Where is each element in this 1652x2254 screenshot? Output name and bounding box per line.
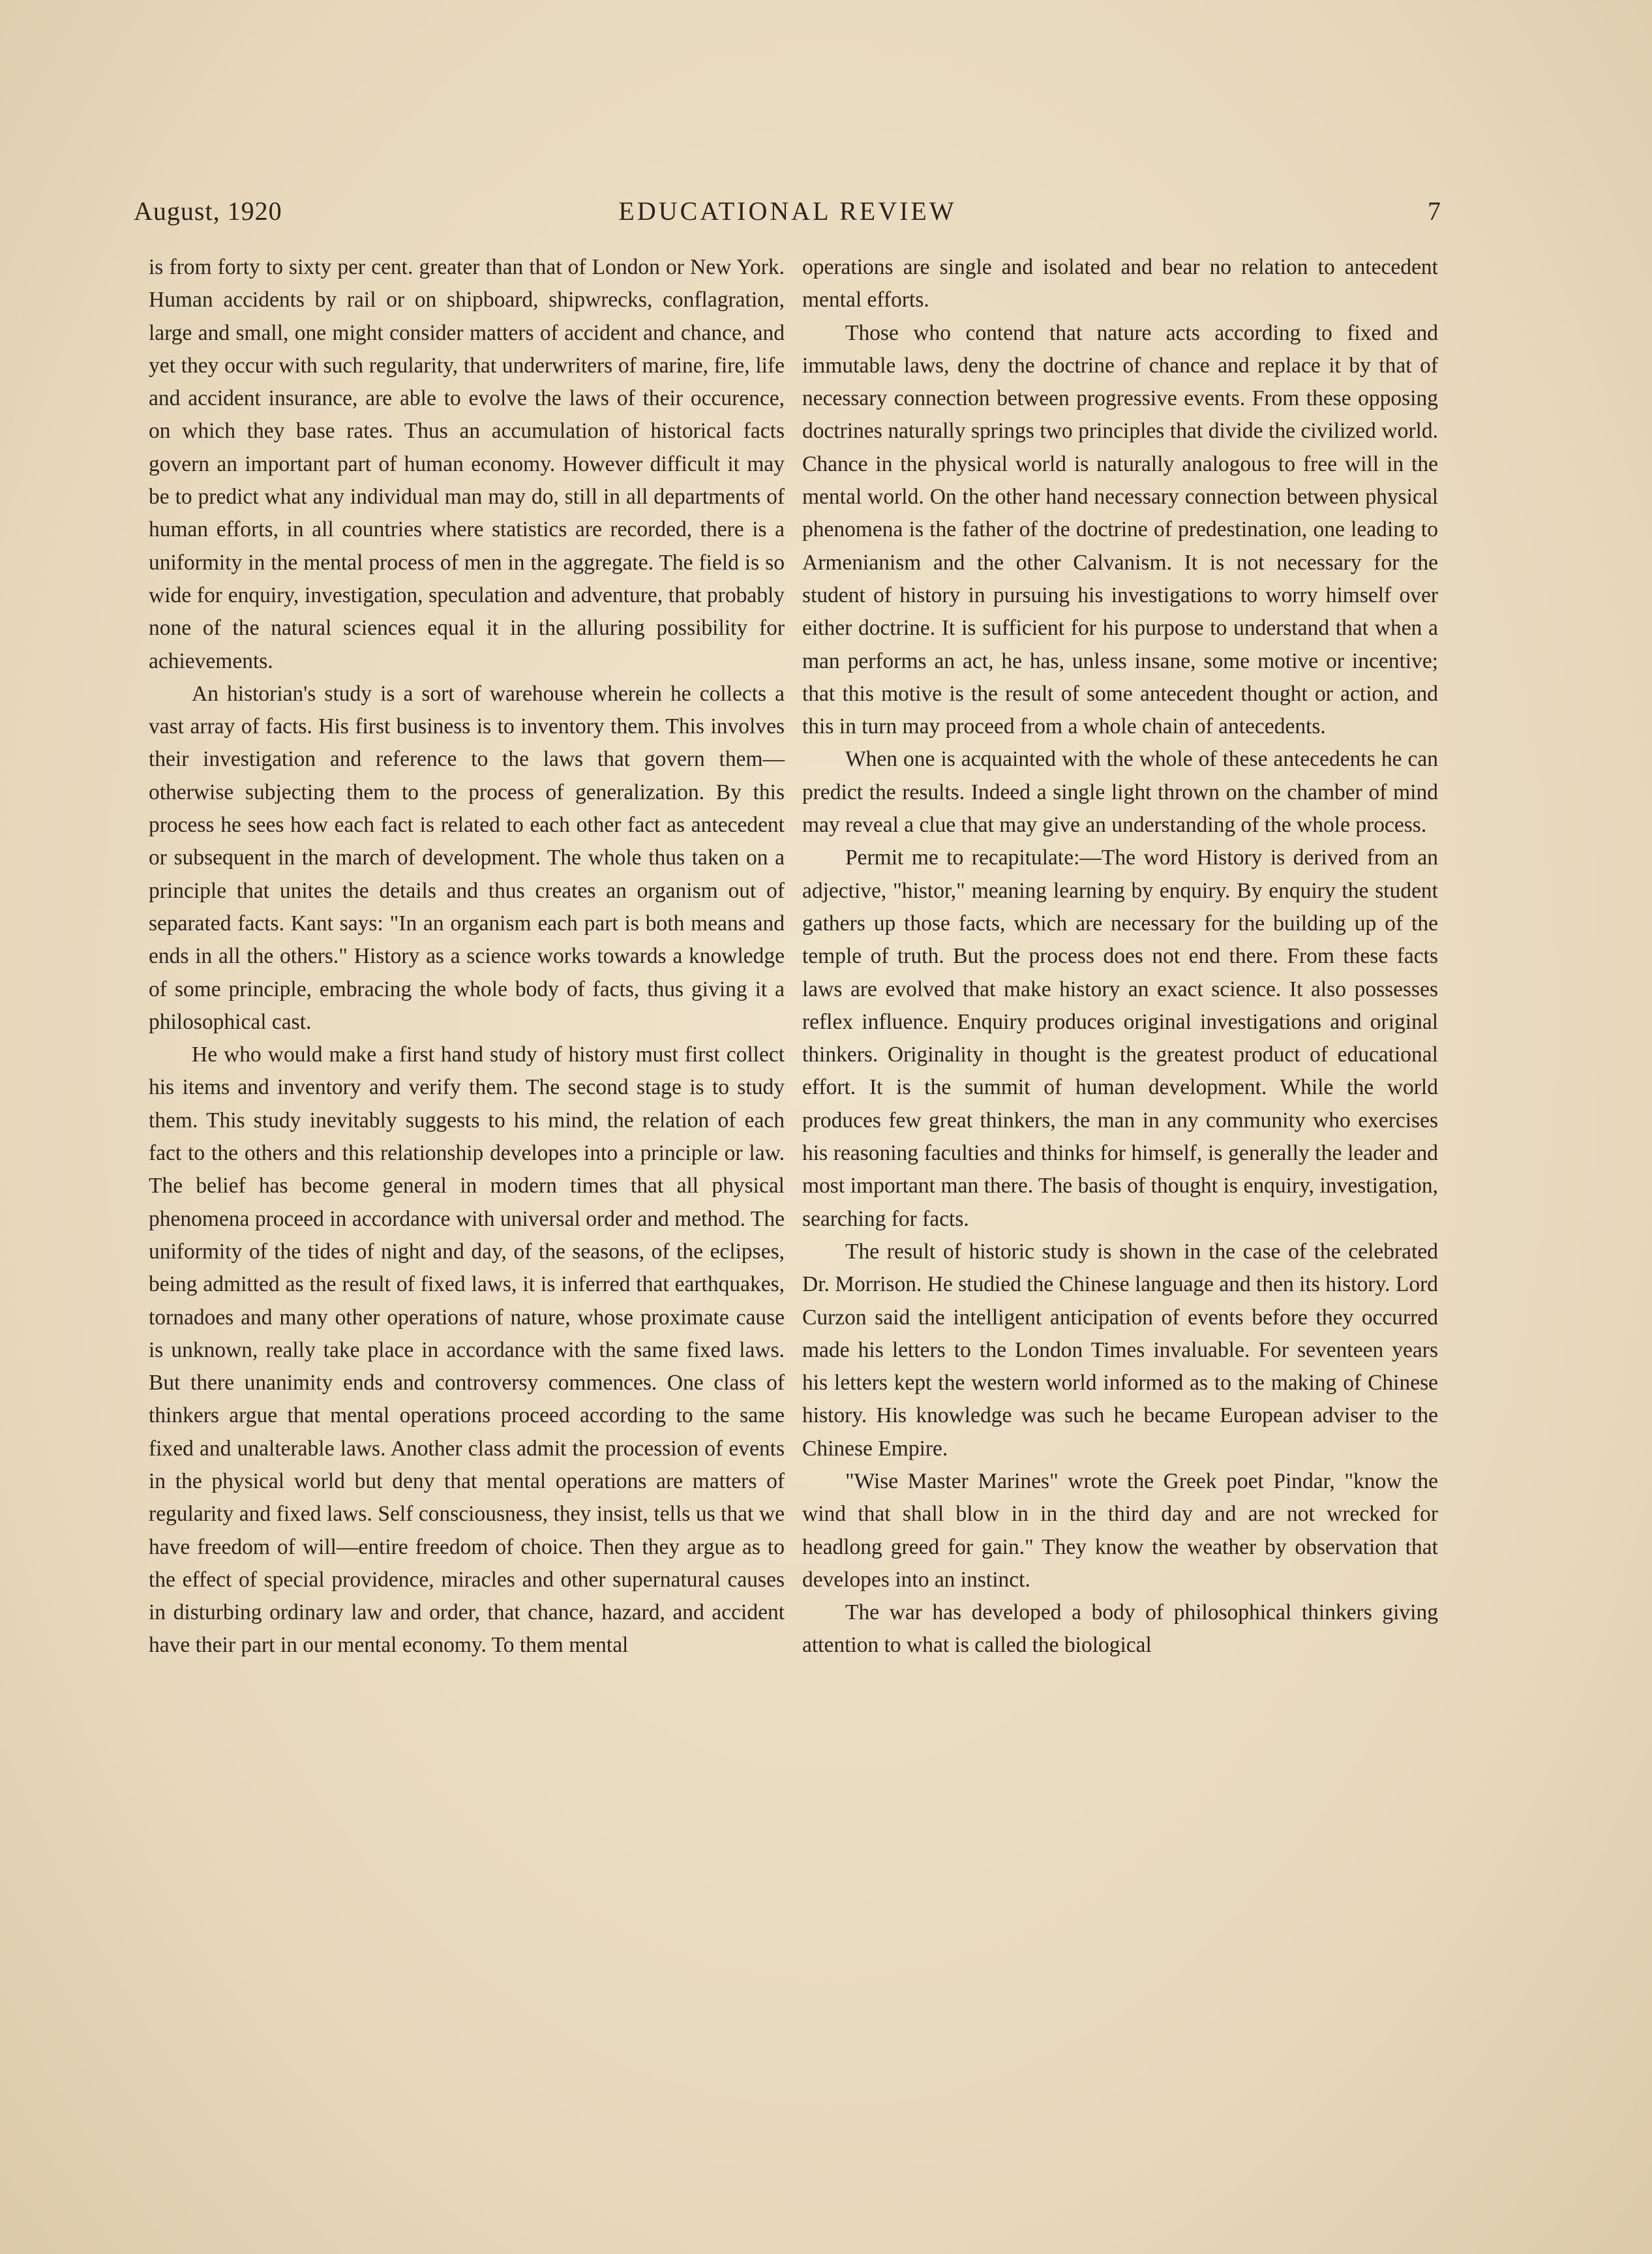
running-header bbox=[134, 196, 1441, 235]
journal-title: EDUCATIONAL REVIEW bbox=[618, 196, 957, 226]
paragraph: Those who contend that nature acts according to fixed and immutable laws, deny the doctrine of chance and replace it by that of necessary connection between progressive events. From these opposing doctrines naturally springs two principles that divide the civilized world. Chance in the physical world is naturally analogous to free will in the mental world. On the other hand necessary connection between physical phenomena is the father of the doctrine of predestination, one leading to Armenianism and the other Calvanism. It is not necessary for the student of history in pursuing his investigations to worry himself over either doctrine. It is sufficient for his purpose to understand that when a man performs an act, he has, unless insane, some motive or incentive; that this motive is the result of some antecedent thought or action, and this in turn may proceed from a whole chain of antecedents. bbox=[802, 320, 1438, 739]
paragraph: The war has developed a body of philosophical thinkers giving attention to what is called the biological bbox=[802, 1600, 1438, 1658]
page-number: 7 bbox=[1428, 196, 1441, 226]
left-column bbox=[149, 251, 785, 1662]
paragraph: operations are single and isolated and bear no relation to antecedent mental efforts. bbox=[802, 255, 1438, 312]
paragraph: An historian's study is a sort of warehouse wherein he collects a vast array of facts. His first business is to inventory them. This involves their investigation and reference to the laws that govern them—otherwise subjecting them to the process of generalization. By this process he sees how each fact is related to each other fact as antecedent or subsequent in the march of development. The whole thus taken on a principle that unites the details and thus creates an organism out of separated facts. Kant says: "In an organism each part is both means and ends in all the others." History as a science works towards a knowledge of some principle, embracing the whole body of facts, thus giving it a philosophical cast. bbox=[149, 681, 785, 1034]
paragraph: "Wise Master Marines" wrote the Greek poet Pindar, "know the wind that shall blow in in the third day and are not wrecked for headlong greed for gain." They know the weather by observation that developes into an instinct. bbox=[802, 1469, 1438, 1592]
paragraph: He who would make a first hand study of history must first collect his items and inventory and verify them. The second stage is to study them. This study inevitably suggests to his mind, the relation of each fact to the others and this relationship developes into a principle or law. The belief has become general in modern times that all physical phenomena proceed in accordance with universal order and method. The uniformity of the tides of night and day, of the seasons, of the eclipses, being admitted as the result of fixed laws, it is inferred that earthquakes, tornadoes and many other operations of nature, whose proximate cause is unknown, really take place in accordance with the same fixed laws. But there unanimity ends and controversy commences. One class of thinkers argue that mental operations proceed according to the same fixed and unalterable laws. Another class admit the procession of events in the physical world but deny that mental operations are matters of regularity and fixed laws. Self consciousness, they insist, tells us that we have freedom of will—entire freedom of choice. Then they argue as to the effect of special providence, miracles and other supernatural causes in disturbing ordinary law and order, that chance, hazard, and accident have their part in our mental economy. To them mental bbox=[149, 1043, 785, 1658]
right-column bbox=[802, 251, 1438, 1662]
paragraph: When one is acquainted with the whole of these antecedents he can predict the results. Indeed a single light thrown on the chamber of mind may reveal a clue that may give an understanding of the whole process. bbox=[802, 747, 1438, 838]
paragraph: The result of historic study is shown in the case of the celebrated Dr. Morrison. He studied the Chinese language and then its history. Lord Curzon said the intelligent anticipation of events before they occurred made his letters to the London Times invaluable. For seventeen years his letters kept the western world informed as to the making of Chinese history. His knowledge was such he became European adviser to the Chinese Empire. bbox=[802, 1239, 1438, 1461]
paragraph: Permit me to recapitulate:—The word History is derived from an adjective, "histor," meaning learning by enquiry. By enquiry the student gathers up those facts, which are necessary for the building up of the temple of truth. But the process does not end there. From these facts laws are evolved that make history an exact science. It also possesses reflex influence. Enquiry produces original investigations and original thinkers. Originality in thought is the greatest product of educational effort. It is the summit of human development. While the world produces few great thinkers, the man in any community who exercises his reasoning faculties and thinks for himself, is generally the leader and most important man there. The basis of thought is enquiry, investigation, searching for facts. bbox=[802, 845, 1438, 1231]
issue-date: August, 1920 bbox=[134, 196, 282, 226]
paragraph: is from forty to sixty per cent. greater than that of London or New York. Human accidents by rail or on shipboard, shipwrecks, conflagration, large and small, one might consider matters of accident and chance, and yet they occur with such regularity, that underwriters of marine, fire, life and accident insurance, are able to evolve the laws of their occurence, on which they base rates. Thus an accumulation of historical facts govern an important part of human economy. However difficult it may be to predict what any individual man may do, still in all departments of human efforts, in all countries where statistics are recorded, there is a uniformity in the mental process of men in the aggregate. The field is so wide for enquiry, investigation, speculation and adventure, that probably none of the natural sciences equal it in the alluring possibility for achievements. bbox=[149, 255, 785, 673]
